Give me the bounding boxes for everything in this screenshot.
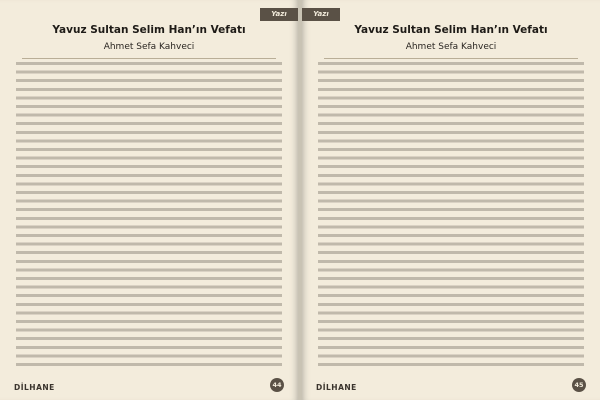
page-number: 45: [572, 378, 586, 392]
article-body: [16, 62, 282, 370]
article-title: Yavuz Sultan Selim Han’ın Vefatı: [52, 24, 246, 36]
section-tag: Yazı: [260, 8, 298, 21]
brand-logo: DİLHANE: [14, 383, 55, 392]
article-author: Ahmet Sefa Kahveci: [405, 42, 497, 52]
article-body: [318, 62, 584, 370]
title-divider: [22, 58, 276, 59]
article-author: Ahmet Sefa Kahveci: [103, 42, 195, 52]
body-text-placeholder: [16, 62, 282, 370]
left-page: [0, 0, 298, 400]
page-footer: [316, 378, 586, 392]
page-footer: [14, 378, 284, 392]
page-number: 44: [270, 378, 284, 392]
right-page: [302, 0, 600, 400]
title-divider: [324, 58, 578, 59]
body-text-placeholder: [318, 62, 584, 370]
brand-logo: DİLHANE: [316, 383, 357, 392]
section-tag: Yazı: [302, 8, 340, 21]
article-title: Yavuz Sultan Selim Han’ın Vefatı: [354, 24, 548, 36]
